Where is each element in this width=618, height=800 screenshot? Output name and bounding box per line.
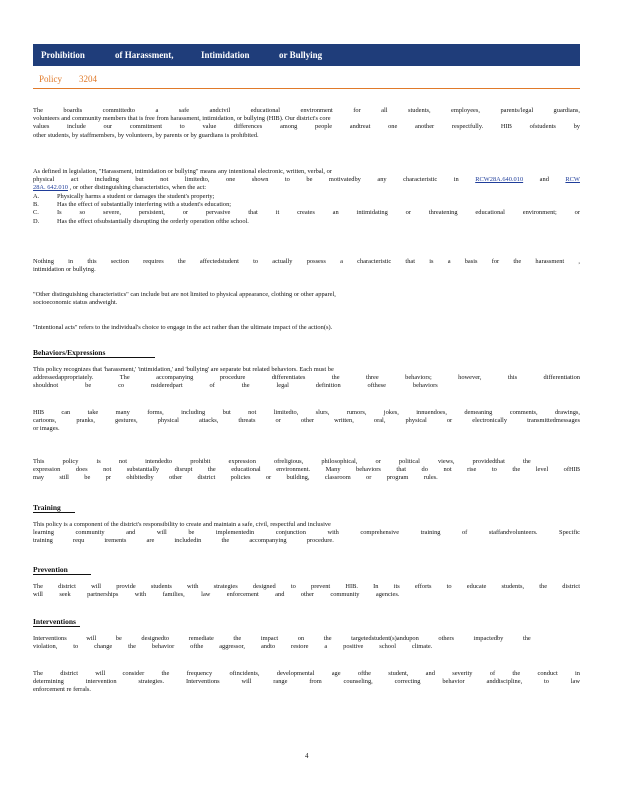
- paragraph-expression: [33, 458, 580, 483]
- text-line: other students, by staffmembers, by volunteers, by parents or by guardians is prohibited.: [33, 131, 259, 139]
- rcw-link-1[interactable]: RCW28A.640.010: [475, 176, 524, 184]
- text-line: violation, to change the behavior ofthe aggressor, andto restore a positive school climate.: [33, 643, 433, 651]
- list-item: [33, 218, 580, 226]
- policy-label: Policy: [39, 74, 63, 84]
- list-label: C.: [33, 209, 39, 217]
- list-label: B.: [33, 201, 39, 209]
- text-line: This policy recognizes that 'harassment,' 'intimidation,' and 'bullying' are separate but related behaviors. Each must be: [33, 366, 334, 373]
- paragraph-training: [33, 521, 580, 546]
- text-line: shouldnot be co nsideredpart of the legal definition ofthese behaviors: [33, 382, 438, 390]
- text-line: Nothing in this section requires the affectedstudent to actually possess a characteristic that is a basis for the harassment ,: [33, 258, 580, 265]
- text-line: The boardis committedto a safe andcivil educational environment for all students, employees, parents/legal guardians,: [33, 107, 580, 114]
- text-line: [33, 176, 580, 184]
- paragraph-behaviors: [33, 366, 580, 391]
- page-number: 4: [305, 752, 309, 760]
- list-text: Has the effect ofsubstantially disrupting the orderly operation ofthe school.: [57, 217, 249, 225]
- text-line: socioeconomic status andweight.: [33, 299, 118, 307]
- heading-interventions: Interventions: [33, 617, 80, 627]
- rcw-link-2[interactable]: RCW: [565, 176, 580, 184]
- paragraph-definition: [33, 168, 580, 193]
- text-line: HIB can take many forms, including but not limitedto, slurs, rumors, jokes, innuendoes, demeaning comments, drawings,: [33, 409, 580, 416]
- definition-tail: , or other distinguishing characteristics, when the act:: [69, 184, 207, 192]
- text-line: "Intentional acts" refers to the individual's choice to engage in the act rather than the ultimate impact of the action(s).: [33, 324, 333, 331]
- text-line: values include our commitment to value differences among people andtreat one another respectfully. HIB ofstudents by: [33, 123, 580, 131]
- text-line: [33, 184, 580, 192]
- text-line: intimidation or bullying.: [33, 266, 96, 274]
- policy-line: [33, 70, 580, 89]
- text-line: learning community and will be implementedin conjunction with comprehensive training of staffandvolunteers. Specific: [33, 529, 580, 537]
- text-line: "Other distinguishing characteristics" can include but are not limited to physical appearance, clothing or other apparel,: [33, 291, 336, 298]
- list-text: Is so severe, persistent, or pervasive that it creates an intimidating or threatening educational environment; or: [57, 209, 580, 217]
- heading-training: Training: [33, 503, 75, 513]
- paragraph-intro: [33, 107, 580, 140]
- paragraph-other-characteristics: [33, 291, 580, 307]
- text-line: volunteers and community members that is free from harassment, intimidation, or bullying (HIB). Our district's core: [33, 115, 331, 123]
- text-line: This policy is a component of the district's responsibility to create and maintain a safe, civil, respectful and inclusive: [33, 521, 331, 528]
- text-line: The district will consider the frequency ofincidents, developmental age ofthe student, and severity of the conduct in: [33, 670, 580, 677]
- paragraph-consideration: [33, 670, 580, 695]
- text-line: training requ irements are includedin the accompanying procedure.: [33, 537, 334, 545]
- text-line: Interventions will be designedto remediate the impact on the targetedstudent(s)andupon others impactedby the: [33, 635, 531, 642]
- title-bar: [33, 44, 580, 66]
- text-line: This policy is not intendedto prohibit expression ofreligious, philosophical, or political views, providedthat the: [33, 458, 531, 465]
- text-line: determining intervention strategies. Interventions will range from counseling, correcting behavior anddiscipline, to law: [33, 678, 580, 686]
- list-label: A.: [33, 193, 40, 200]
- text-line: addressedappropriately. The accompanying procedure differentiates the three behaviors; however, this differentiation: [33, 374, 580, 382]
- and-word: and: [539, 176, 549, 184]
- heading-behaviors: Behaviors/Expressions: [33, 348, 155, 358]
- text-line: will seek partnerships with families, law enforcement and other community agencies.: [33, 591, 400, 599]
- text-line: expression does not substantially disrupt the educational environment. Many behaviors that do not rise to the level ofHIB: [33, 466, 580, 474]
- heading-prevention: Prevention: [33, 565, 91, 575]
- policy-number: 3204: [79, 74, 97, 84]
- list-label: D.: [33, 217, 40, 225]
- definition-text: physical act including but not limitedto, one shown to be motivatedby any characteristic in: [33, 176, 459, 184]
- paragraph-intentional: [33, 324, 580, 332]
- paragraph-prevention: [33, 583, 580, 599]
- text-line: cartoons, pranks, gestures, physical attacks, threats or other written, oral, physical or electronically transmittedmessages: [33, 417, 580, 425]
- list-text: Has the effect of substantially interfering with a student's education;: [57, 201, 232, 209]
- text-line: The district will provide students with strategies designed to prevent HIB. In its efforts to educate students, the district: [33, 583, 580, 590]
- title-word-2: of Harassment,: [115, 50, 174, 60]
- paragraph-nothing: [33, 258, 580, 274]
- paragraph-interventions: [33, 635, 580, 651]
- list-item: [33, 209, 580, 217]
- title-word-3: Intimidation: [201, 50, 250, 60]
- list-item: [33, 201, 580, 209]
- title-word-4: or Bullying: [279, 50, 323, 60]
- text-line: enforcement re ferrals.: [33, 686, 92, 694]
- text-line: or images.: [33, 425, 60, 433]
- text-line: may still be pr ohibitedby other district policies or building, classroom or program rules.: [33, 474, 438, 482]
- paragraph-hib-forms: [33, 409, 580, 434]
- title-word-1: Prohibition: [41, 50, 85, 60]
- list-item: [33, 193, 580, 201]
- list-text: Physically harms a student or damages the student's property;: [57, 193, 215, 200]
- rcw-link-2-cont[interactable]: 28A. 642.010: [33, 184, 68, 192]
- criteria-list: [33, 193, 580, 226]
- text-line: As defined in legislation, "Harassment, intimidation or bullying" means any intentional electronic, written, verbal, or: [33, 168, 332, 175]
